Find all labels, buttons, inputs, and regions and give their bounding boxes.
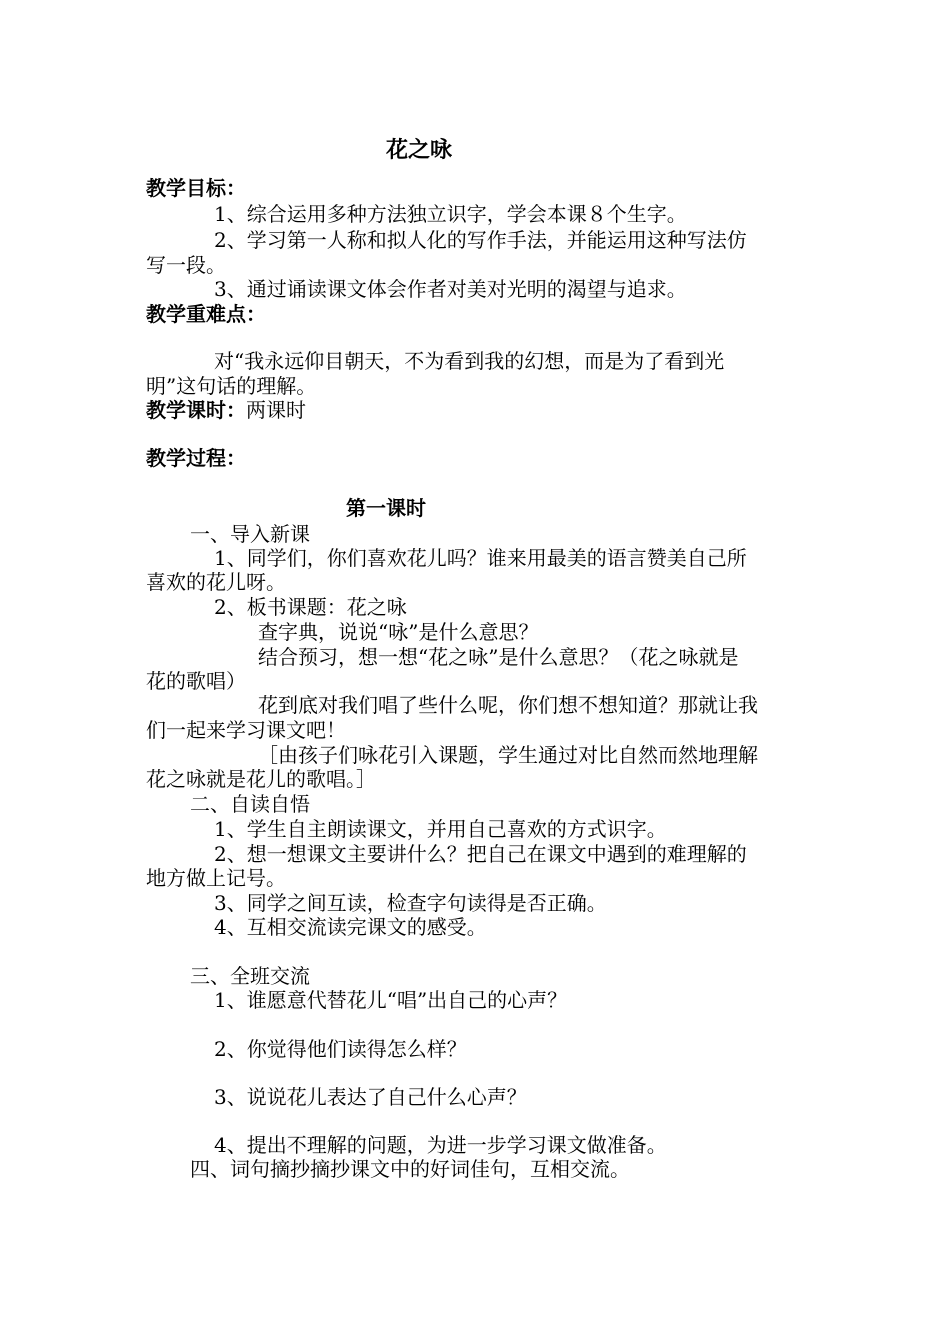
paragraph-line: 结合预习，想一想“花之咏”是什么意思？（花之咏就是 (258, 645, 739, 669)
paragraph-line: 1、谁愿意代替花儿“唱”出自己的心声？ (214, 988, 568, 1012)
paragraph-line: 喜欢的花儿呀。 (146, 570, 286, 594)
paragraph-line: 2、你觉得他们读得怎么样？ (214, 1037, 467, 1061)
paragraph-line: ［由孩子们咏花引入课题，学生通过对比自然而然地理解 (258, 743, 758, 767)
paragraph-line: 花的歌唱） (146, 669, 246, 693)
paragraph-line: 1、同学们，你们喜欢花儿吗？谁来用最美的语言赞美自己所 (214, 546, 747, 570)
page-title: 花之咏 (386, 137, 453, 163)
section-heading: 一、导入新课 (190, 522, 310, 546)
paragraph-line: 4、互相交流读完课文的感受。 (214, 915, 487, 939)
paragraph-line: 3、同学之间互读，检查字句读得是否正确。 (214, 891, 607, 915)
lesson-one-heading: 第一课时 (346, 496, 426, 520)
key-points-line: 明”这句话的理解。 (146, 374, 317, 398)
objective-line: 1、综合运用多种方法独立识字，学会本课８个生字。 (214, 202, 687, 226)
objectives-heading: 教学目标： (146, 176, 246, 200)
lesson-hours-row (146, 398, 306, 422)
paragraph-line: 花到底对我们唱了些什么呢，你们想不想知道？那就让我 (258, 693, 758, 717)
lesson-hours-value: 两课时 (246, 398, 306, 422)
key-points-heading: 教学重难点： (146, 302, 266, 326)
paragraph-line: 查字典，说说“咏”是什么意思？ (258, 620, 539, 644)
lesson-hours-heading: 教学课时： (146, 398, 246, 422)
paragraph-line: 们一起来学习课文吧！ (146, 718, 346, 742)
objective-line: 2、学习第一人称和拟人化的写作手法，并能运用这种写法仿 (214, 228, 747, 252)
key-points-line: 对“我永远仰目朝天，不为看到我的幻想，而是为了看到光 (214, 349, 725, 373)
paragraph-line: 地方做上记号。 (146, 866, 286, 890)
paragraph-line: 1、学生自主朗读课文，并用自己喜欢的方式识字。 (214, 817, 667, 841)
paragraph-line: 3、说说花儿表达了自己什么心声？ (214, 1085, 527, 1109)
objective-line: 3、通过诵读课文体会作者对美对光明的渴望与追求。 (214, 277, 687, 301)
section-heading: 三、全班交流 (190, 964, 310, 988)
paragraph-line: 4、提出不理解的问题，为进一步学习课文做准备。 (214, 1133, 667, 1157)
process-heading: 教学过程： (146, 446, 246, 470)
paragraph-line: 2、板书课题：花之咏 (214, 595, 407, 619)
paragraph-line: 2、想一想课文主要讲什么？把自己在课文中遇到的难理解的 (214, 842, 747, 866)
section-heading: 四、词句摘抄摘抄课文中的好词佳句，互相交流。 (190, 1157, 630, 1181)
paragraph-line: 花之咏就是花儿的歌唱。］ (146, 767, 376, 791)
objective-line: 写一段。 (146, 253, 226, 277)
section-heading: 二、自读自悟 (190, 792, 310, 816)
